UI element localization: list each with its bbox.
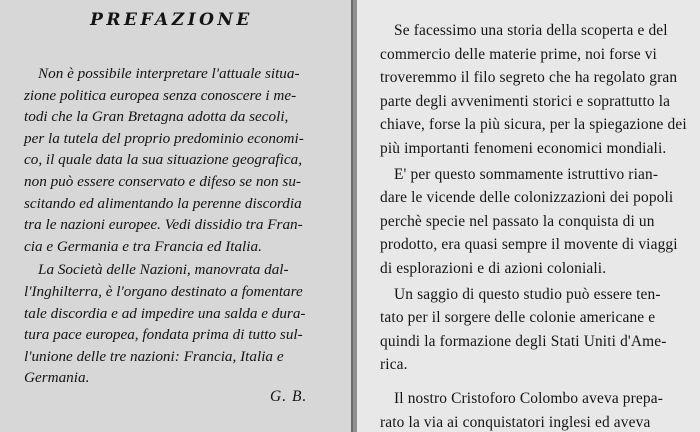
text-line: Se facessimo una storia della scoperta e del: [394, 22, 668, 39]
author-signature: G. B.: [270, 388, 308, 405]
text-line: di esplorazioni e di azioni coloniali.: [380, 259, 607, 277]
body-text: [380, 19, 692, 432]
text-line: non può essere conservato e difeso se non su-: [24, 172, 301, 190]
text-line: tra le nazioni europee. Vedi dissidio tra Fran-: [24, 216, 303, 234]
text-line: per la tutela del proprio predominio economi-: [24, 129, 304, 147]
right-page: [357, 0, 700, 432]
preface-paragraph-1: [24, 63, 334, 257]
text-line: Germania.: [24, 369, 90, 387]
text-line: zione politica europea senza conoscere i me-: [24, 86, 297, 104]
text-line: tale discordia e ad impedire una salda e dura-: [24, 304, 306, 322]
text-line: Il nostro Cristoforo Colombo aveva prepa-: [394, 389, 664, 407]
text-line: rato la via ai conquistatori inglesi ed aveva: [380, 413, 651, 431]
text-line: Non è possibile interpretare l'attuale situa-: [38, 65, 300, 82]
text-line: rica.: [380, 356, 408, 374]
text-line: chiave, forse la più sicura, per la spiegazione dei: [380, 116, 687, 134]
preface-paragraph-2: [24, 259, 334, 389]
body-paragraph-3: [380, 283, 692, 377]
text-line: E' per questo sommamente istruttivo rian-: [394, 165, 659, 183]
text-line: l'Inghilterra, è l'organo destinato a fomentare: [24, 282, 303, 300]
text-line: commercio delle materie prime, noi forse vi: [380, 45, 657, 63]
text-line: cia e Germania e tra Francia ed Italia.: [24, 237, 262, 255]
text-line: La Società delle Nazioni, manovrata dal-: [38, 261, 289, 279]
text-line: dare le vicende delle colonizzazioni dei popoli: [380, 189, 674, 207]
body-paragraph-4: [380, 387, 692, 432]
body-paragraph-2: [380, 163, 692, 281]
text-line: perchè specie nel passato la conquista di un: [380, 212, 655, 230]
preface-text: [24, 63, 334, 389]
text-line: tato per il sorgere delle colonie americane e: [380, 309, 656, 327]
text-line: quindi la formazione degli Stati Uniti d'Ame-: [380, 332, 667, 350]
body-paragraph-1: [380, 19, 692, 161]
text-line: l'unione delle tre nazioni: Francia, Italia e: [24, 347, 284, 365]
text-line: prodotto, era quasi sempre il movente di viaggi: [380, 236, 678, 254]
page-title: PREFAZIONE: [90, 10, 253, 30]
text-line: tura pace europea, fondata prima di tutto sul-: [24, 326, 303, 344]
text-line: parte degli avvenimenti storici e soprattutto la: [380, 92, 671, 110]
text-line: scitando ed alimentando la perenne discordia: [24, 194, 302, 212]
text-line: co, il quale data la sua situazione geografica,: [24, 151, 302, 169]
text-line: troveremmo il filo segreto che ha regolato gran: [380, 69, 678, 87]
text-line: più importanti fenomeni economici mondiali.: [380, 139, 667, 157]
text-line: todi che la Gran Bretagna adotta da secoli,: [24, 108, 289, 126]
text-line: Un saggio di questo studio può essere ten-: [394, 285, 661, 303]
